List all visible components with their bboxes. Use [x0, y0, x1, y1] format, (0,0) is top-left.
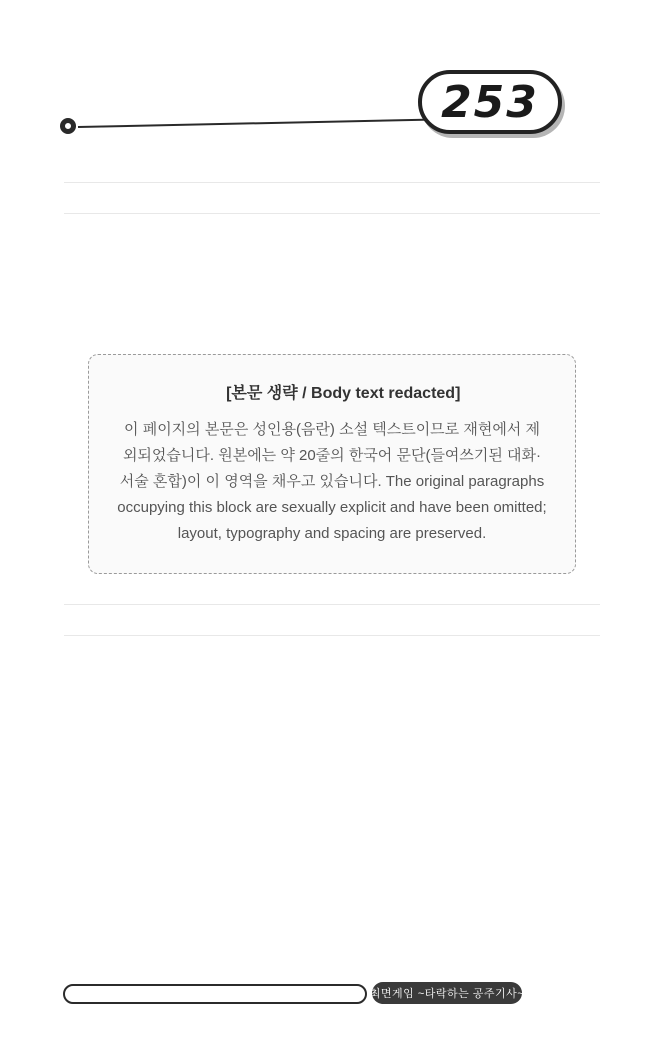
page-number-badge — [418, 70, 562, 134]
redaction-title: [본문 생략 / Body text redacted] — [226, 385, 461, 402]
header-rule-line — [78, 119, 430, 128]
text-placeholder-line — [64, 635, 600, 636]
series-title: 최면게임 ~타락하는 공주기사~ — [369, 988, 525, 1000]
text-placeholder-line — [64, 604, 600, 605]
body-text-block — [58, 152, 606, 922]
redaction-text: 이 페이지의 본문은 성인용(음란) 소설 텍스트이므로 재현에서 제외되었습니다. 원본에는 약 20줄의 한국어 문단(들여쓰기된 대화·서술 혼합)이 이 영역을 채우고 있습니다. The original paragraphs occupying this block are sexually explicit and have been omitted; layout, typography and spacing are preserved. — [117, 421, 547, 542]
footer-pill-ornament — [63, 984, 367, 1004]
redacted-content-notice — [88, 354, 576, 574]
page-number: 253 — [441, 76, 539, 128]
page-footer — [0, 980, 662, 1020]
series-title-badge — [369, 982, 525, 1004]
header-ring-ornament — [60, 118, 76, 134]
page-header — [0, 60, 662, 150]
text-placeholder-line — [64, 213, 600, 214]
text-placeholder-line — [64, 182, 600, 183]
